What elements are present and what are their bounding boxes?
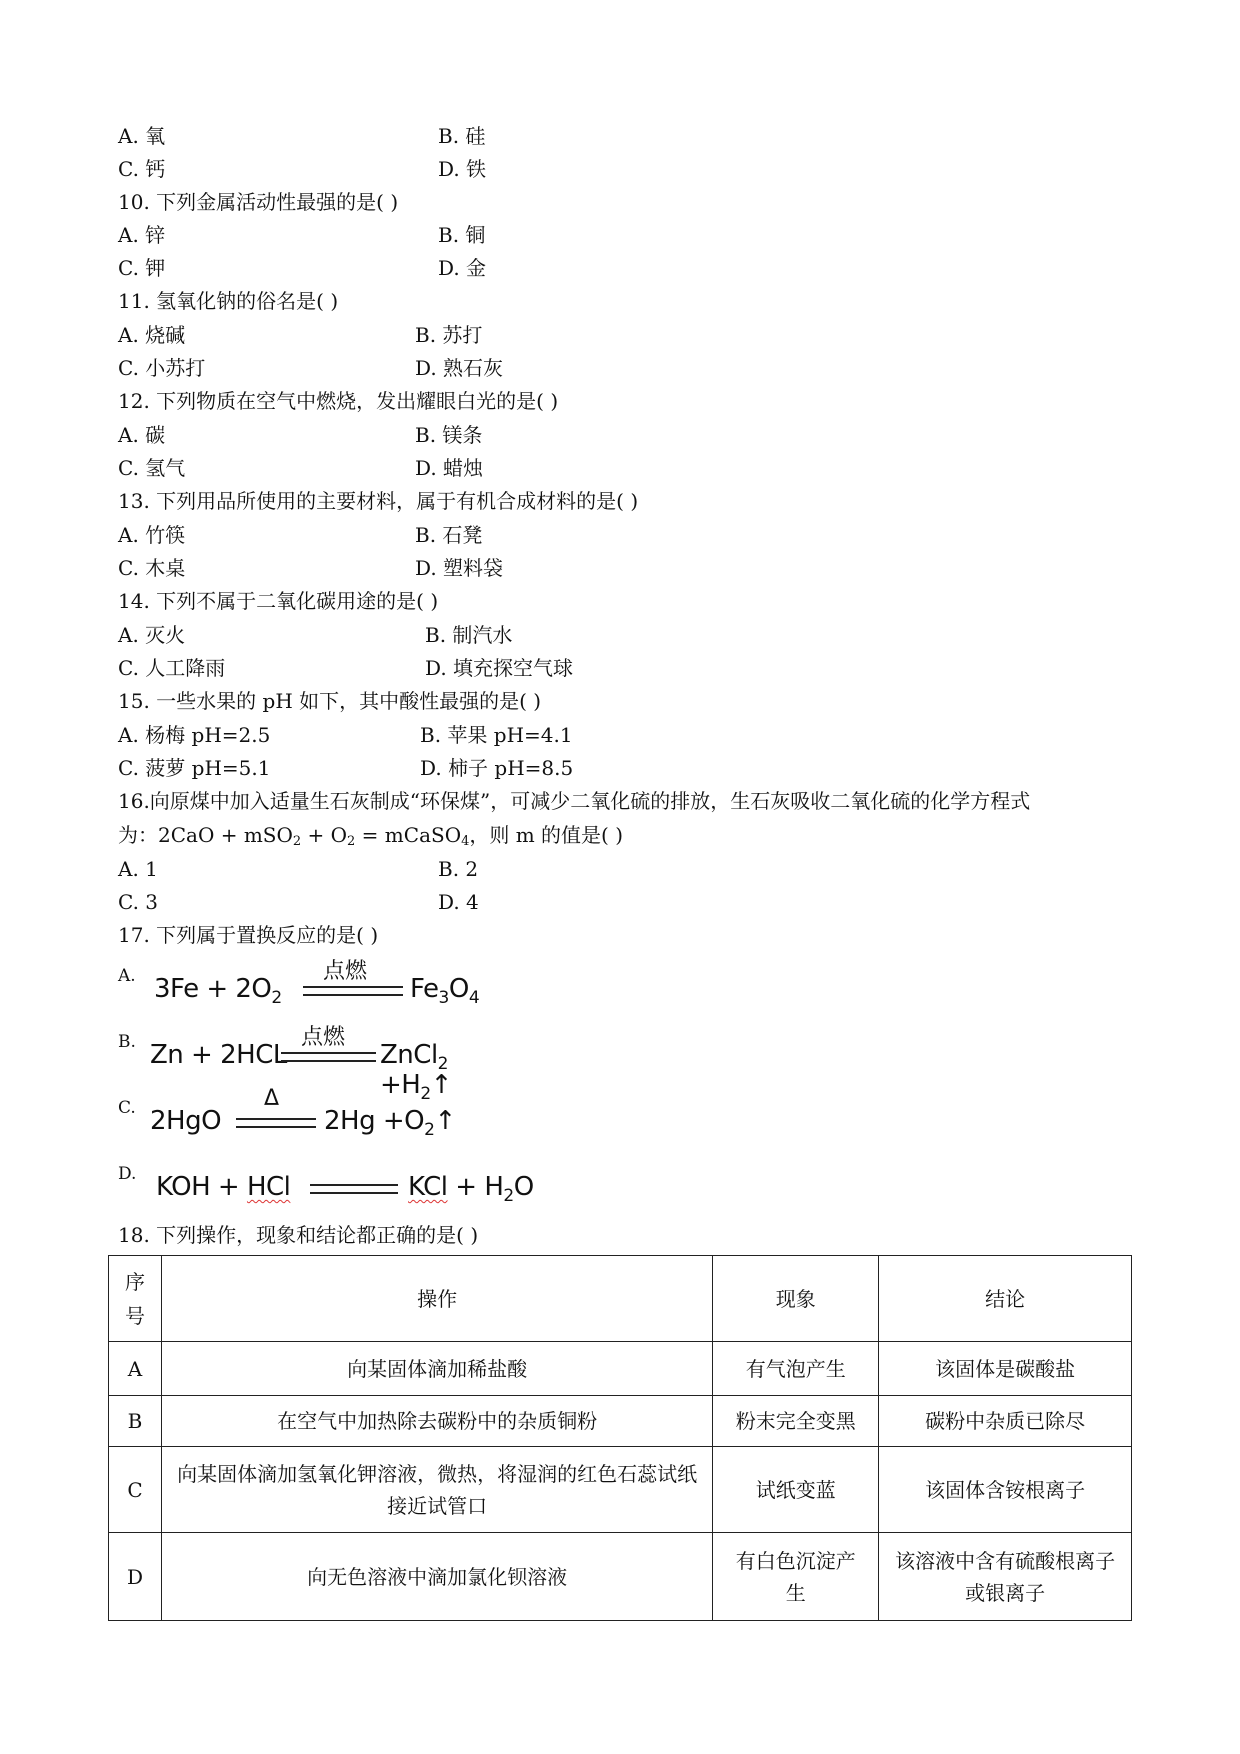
double-line-arrow bbox=[310, 1184, 398, 1194]
q14-option-d: D. 填充探空气球 bbox=[425, 656, 574, 680]
q13-option-b: B. 石凳 bbox=[415, 523, 483, 547]
subscript: 2 bbox=[503, 1186, 514, 1206]
q13-option-a: A. 竹筷 bbox=[118, 523, 186, 547]
cell-conclusion bbox=[879, 1533, 1132, 1621]
q18-table bbox=[108, 1255, 1132, 1621]
q11-option-d: D. 熟石灰 bbox=[415, 356, 504, 380]
q10-option-b: B. 铜 bbox=[438, 223, 486, 247]
q12-stem: 12. 下列物质在空气中燃烧，发出耀眼白光的是( ) bbox=[118, 389, 559, 413]
subscript: 2 bbox=[420, 1084, 431, 1104]
table-row bbox=[109, 1447, 1132, 1533]
subscript: 2 bbox=[347, 834, 356, 849]
equation-lhs: 2HgO bbox=[150, 1106, 222, 1136]
header-operation: 操作 bbox=[161, 1256, 712, 1342]
q15-option-d: D. 柿子 pH=8.5 bbox=[420, 756, 574, 780]
q14-option-c: C. 人工降雨 bbox=[118, 656, 226, 680]
reaction-condition: 点燃 bbox=[323, 959, 368, 984]
equation-text: 2Hg +O bbox=[324, 1106, 425, 1136]
equation-text: KCl bbox=[408, 1172, 448, 1202]
cell-conclusion: 碳粉中杂质已除尽 bbox=[879, 1396, 1132, 1447]
q16-equation-part: + O bbox=[301, 823, 348, 847]
q11-option-c: C. 小苏打 bbox=[118, 356, 206, 380]
q16-stem-line2 bbox=[118, 822, 623, 848]
cell-phenomenon: 粉末完全变黑 bbox=[713, 1396, 879, 1447]
equation-rhs bbox=[380, 1040, 498, 1104]
q13-stem: 13. 下列用品所使用的主要材料，属于有机合成材料的是( ) bbox=[118, 489, 639, 513]
double-line-arrow bbox=[303, 986, 403, 996]
q9-option-c: C. 钙 bbox=[118, 157, 166, 181]
subscript: 4 bbox=[461, 834, 470, 849]
q17-stem: 17. 下列属于置换反应的是( ) bbox=[118, 923, 379, 947]
q12-option-d: D. 蜡烛 bbox=[415, 456, 484, 480]
q11-option-b: B. 苏打 bbox=[415, 323, 483, 347]
q16-option-d: D. 4 bbox=[438, 890, 479, 914]
q13-option-d: D. 塑料袋 bbox=[415, 556, 504, 580]
q17-option-b-label: B. bbox=[118, 1032, 136, 1052]
q16-option-c: C. 3 bbox=[118, 890, 159, 914]
q13-option-c: C. 木桌 bbox=[118, 556, 186, 580]
double-line-arrow bbox=[281, 1052, 376, 1062]
q17-option-a-equation bbox=[118, 960, 498, 1012]
cell-conclusion: 该固体含铵根离子 bbox=[879, 1447, 1132, 1533]
q16-equation-part: ，则 m 的值是( ) bbox=[469, 823, 624, 847]
equation-lhs: Zn + 2HCL bbox=[150, 1040, 287, 1070]
equation-rhs bbox=[324, 1106, 456, 1140]
equation-text: HCl bbox=[246, 1172, 291, 1202]
equation-text: KOH + bbox=[156, 1172, 247, 1202]
reaction-condition: Δ bbox=[264, 1086, 280, 1111]
cell-operation-text: 向某固体滴加氢氧化钾溶液，微热，将湿润的红色石蕊试纸接近试管口 bbox=[177, 1461, 698, 1518]
equation-text: + H bbox=[447, 1172, 504, 1202]
cell-conclusion-text: 该溶液中含有硫酸根离子或银离子 bbox=[895, 1548, 1116, 1605]
q14-option-a: A. 灭火 bbox=[118, 623, 186, 647]
equation-text: O bbox=[513, 1172, 534, 1202]
equation-text: Fe bbox=[410, 974, 439, 1004]
table-row bbox=[109, 1342, 1132, 1396]
q11-stem: 11. 氢氧化钠的俗名是( ) bbox=[118, 289, 339, 313]
subscript: 2 bbox=[292, 834, 302, 849]
q11-option-a: A. 烧碱 bbox=[118, 323, 186, 347]
q15-option-c: C. 菠萝 pH=5.1 bbox=[118, 756, 271, 780]
table-row bbox=[109, 1396, 1132, 1447]
subscript: 2 bbox=[424, 1120, 435, 1140]
equation-text: ↑ bbox=[430, 1070, 452, 1100]
equation-text: O bbox=[448, 974, 469, 1004]
q16-equation-part: 为：2CaO + mSO bbox=[118, 823, 293, 847]
equation-rhs bbox=[410, 974, 480, 1008]
q18-stem: 18. 下列操作，现象和结论都正确的是( ) bbox=[118, 1223, 479, 1247]
equation-lhs bbox=[156, 1172, 290, 1202]
header-phenomenon: 现象 bbox=[713, 1256, 879, 1342]
cell-conclusion: 该固体是碳酸盐 bbox=[879, 1342, 1132, 1396]
subscript: 2 bbox=[437, 1054, 448, 1074]
q14-stem: 14. 下列不属于二氧化碳用途的是( ) bbox=[118, 589, 439, 613]
cell-no: C bbox=[109, 1447, 162, 1533]
cell-phenomenon: 有气泡产生 bbox=[713, 1342, 879, 1396]
equation-text: ↑ bbox=[434, 1106, 456, 1136]
cell-phenomenon-text: 有白色沉淀产生 bbox=[735, 1548, 856, 1605]
q9-option-a: A. 氧 bbox=[118, 124, 166, 148]
q12-option-a: A. 碳 bbox=[118, 423, 166, 447]
equation-rhs bbox=[408, 1172, 534, 1206]
table-header-row bbox=[109, 1256, 1132, 1342]
q14-option-b: B. 制汽水 bbox=[425, 623, 513, 647]
header-no-text: 序号 bbox=[124, 1269, 145, 1328]
equation-lhs bbox=[154, 974, 282, 1008]
cell-operation: 向无色溶液中滴加氯化钡溶液 bbox=[161, 1533, 712, 1621]
header-no bbox=[109, 1256, 162, 1342]
cell-operation bbox=[161, 1447, 712, 1533]
cell-phenomenon: 试纸变蓝 bbox=[713, 1447, 879, 1533]
subscript: 4 bbox=[468, 988, 480, 1008]
q9-option-b: B. 硅 bbox=[438, 124, 486, 148]
q10-stem: 10. 下列金属活动性最强的是( ) bbox=[118, 190, 399, 214]
q10-option-d: D. 金 bbox=[438, 256, 487, 280]
q17-option-a-label: A. bbox=[118, 966, 136, 986]
table-row bbox=[109, 1533, 1132, 1621]
q16-option-a: A. 1 bbox=[118, 857, 158, 881]
subscript: 3 bbox=[438, 988, 449, 1008]
q15-stem: 15. 一些水果的 pH 如下，其中酸性最强的是( ) bbox=[118, 689, 542, 713]
double-line-arrow bbox=[236, 1118, 316, 1128]
subscript: 2 bbox=[271, 988, 282, 1008]
header-conclusion: 结论 bbox=[879, 1256, 1132, 1342]
cell-operation: 在空气中加热除去碳粉中的杂质铜粉 bbox=[161, 1396, 712, 1447]
q15-option-b: B. 苹果 pH=4.1 bbox=[420, 723, 573, 747]
q16-stem-line1: 16.向原煤中加入适量生石灰制成“环保煤”，可减少二氧化硫的排放，生石灰吸收二氧化硫的化学方程式 bbox=[118, 789, 1031, 813]
q10-option-a: A. 锌 bbox=[118, 223, 166, 247]
cell-no: D bbox=[109, 1533, 162, 1621]
cell-no: A bbox=[109, 1342, 162, 1396]
cell-operation: 向某固体滴加稀盐酸 bbox=[161, 1342, 712, 1396]
q12-option-b: B. 镁条 bbox=[415, 423, 483, 447]
q17-option-d-label: D. bbox=[118, 1164, 137, 1184]
equation-text: ZnCl bbox=[380, 1040, 438, 1070]
equation-text: +H bbox=[380, 1070, 421, 1100]
cell-no: B bbox=[109, 1396, 162, 1447]
q17-option-d-equation bbox=[118, 1158, 538, 1210]
cell-phenomenon bbox=[713, 1533, 879, 1621]
q9-option-d: D. 铁 bbox=[438, 157, 487, 181]
q17-option-c-equation bbox=[118, 1086, 498, 1144]
equation-text: 3Fe + 2O bbox=[154, 974, 272, 1004]
q17-option-c-label: C. bbox=[118, 1098, 136, 1118]
q17-option-b-equation bbox=[118, 1025, 498, 1104]
q15-option-a: A. 杨梅 pH=2.5 bbox=[118, 723, 271, 747]
q12-option-c: C. 氢气 bbox=[118, 456, 186, 480]
q16-equation-part: = mCaSO bbox=[355, 823, 462, 847]
reaction-condition: 点燃 bbox=[301, 1025, 346, 1050]
q16-option-b: B. 2 bbox=[438, 857, 479, 881]
q10-option-c: C. 钾 bbox=[118, 256, 166, 280]
